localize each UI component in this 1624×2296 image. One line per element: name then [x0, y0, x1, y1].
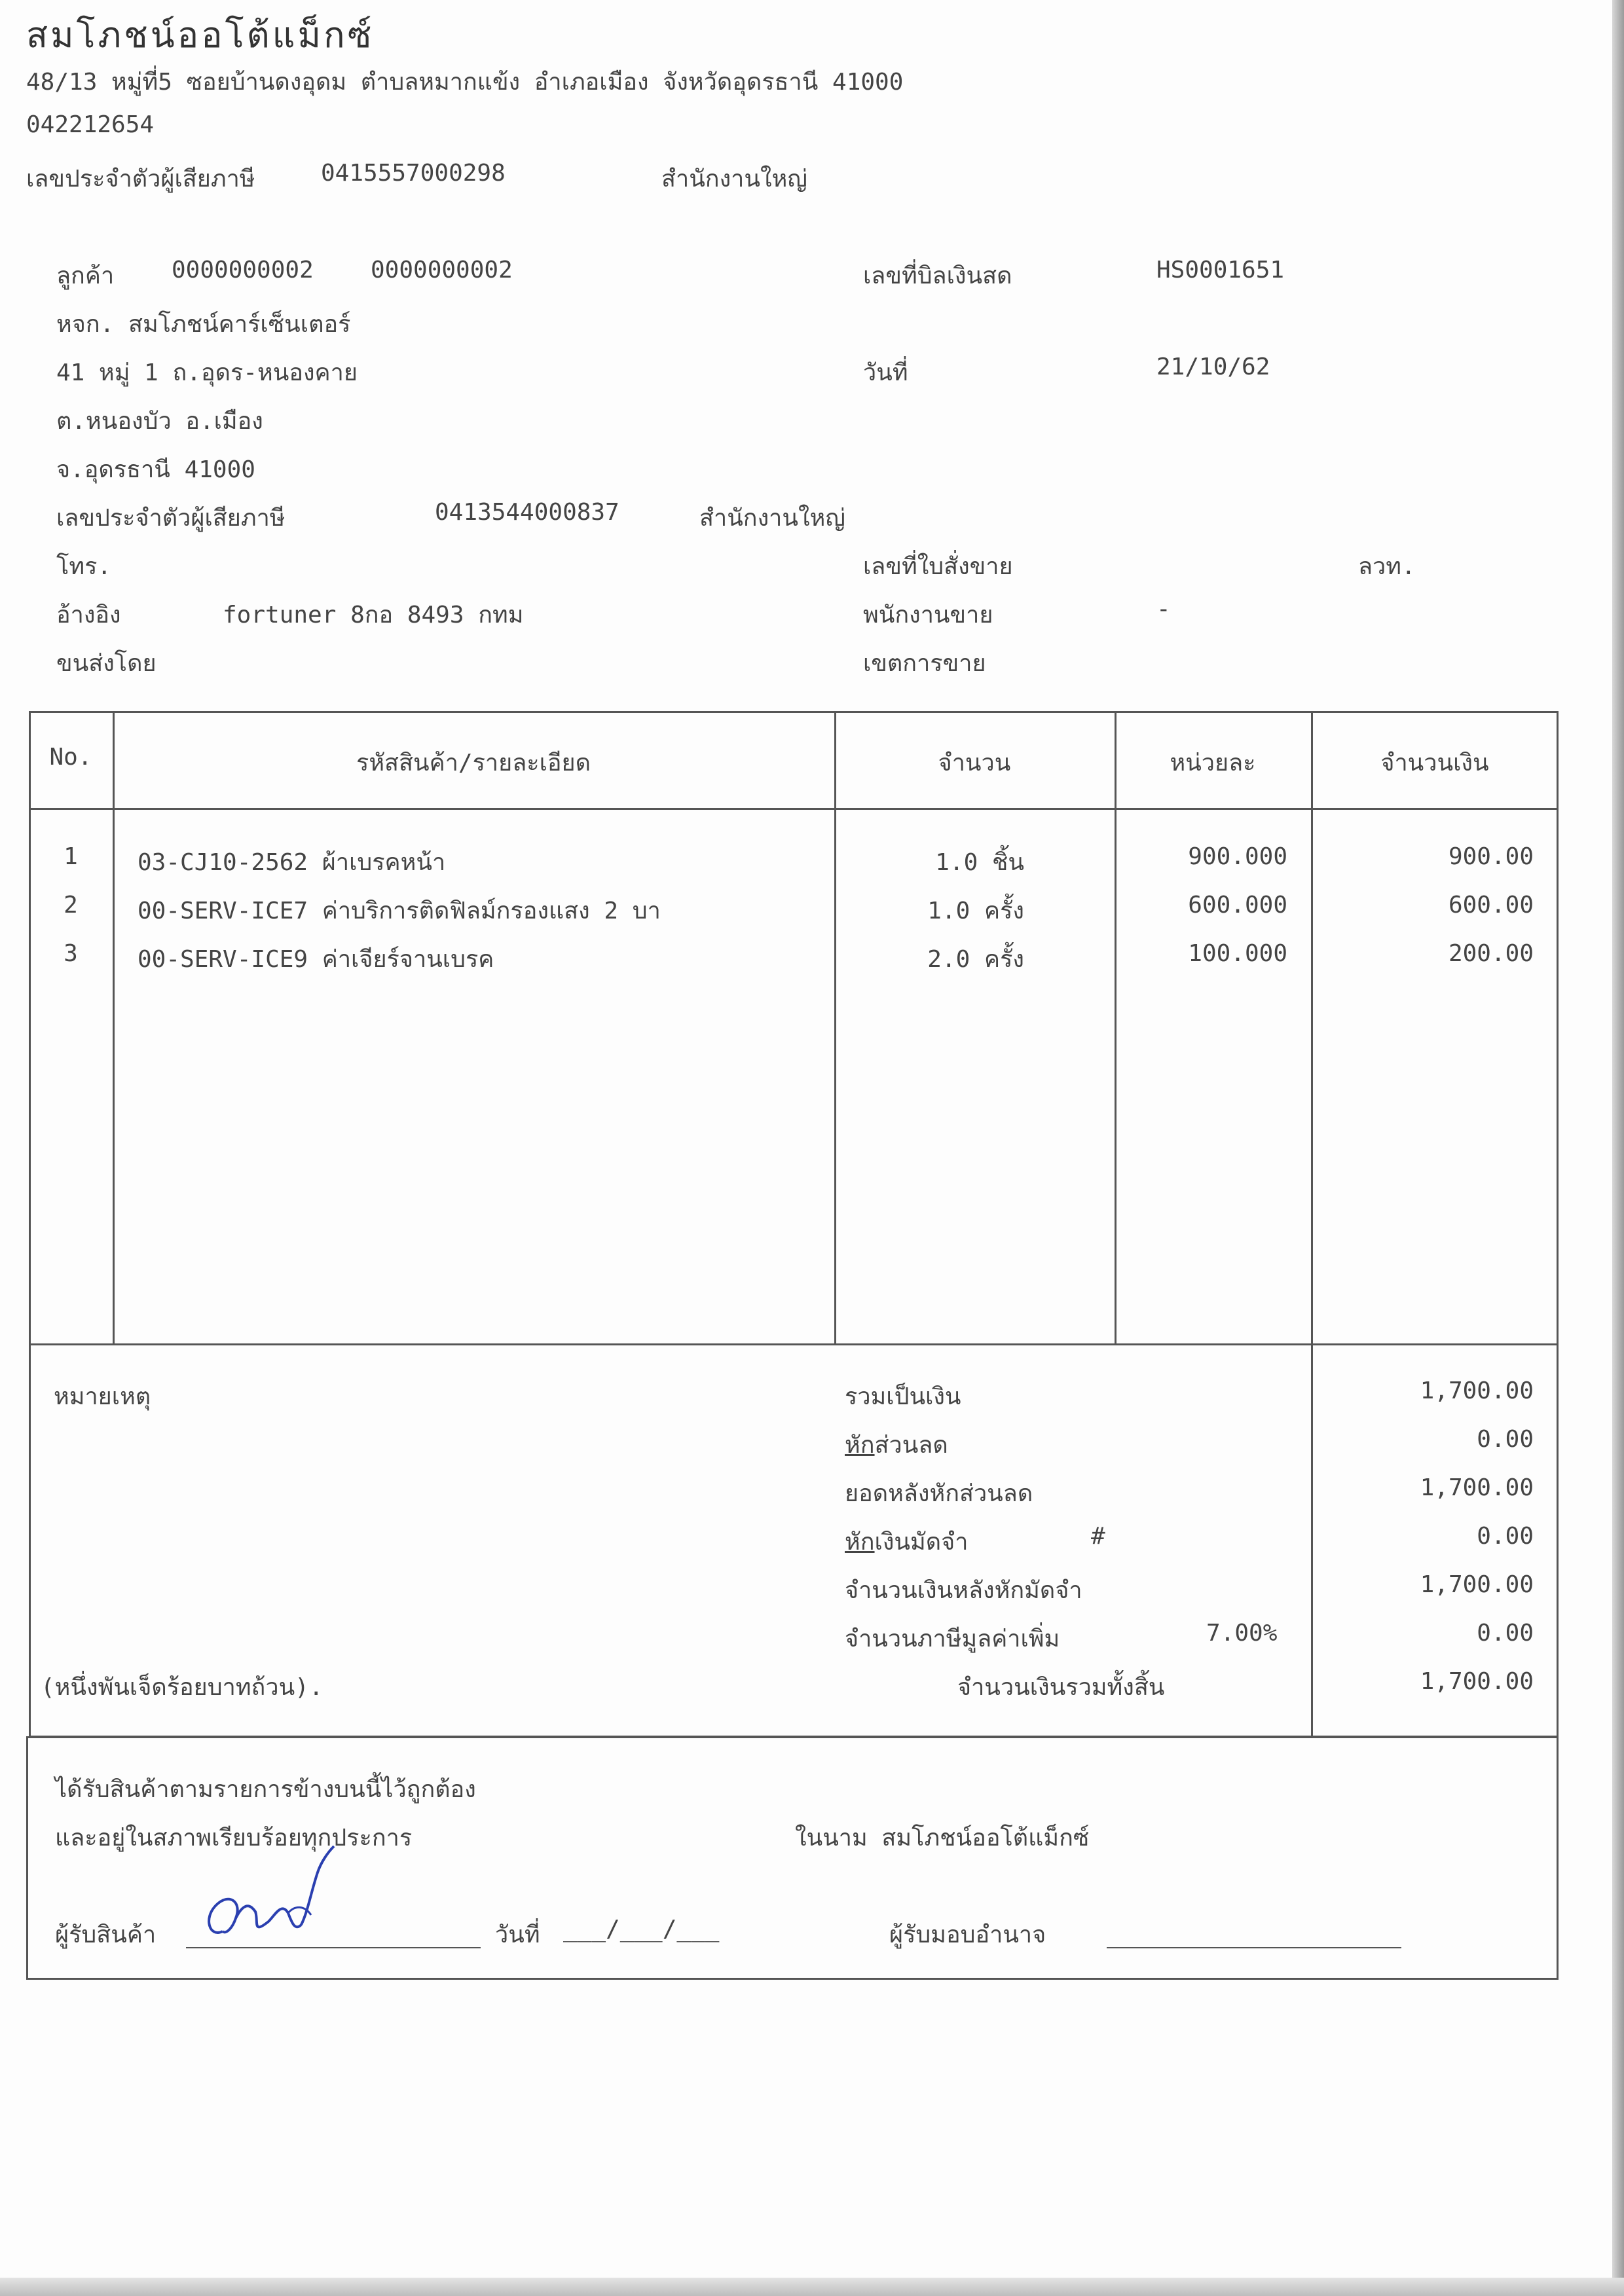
received-statement-line2: และอยู่ในสภาพเรียบร้อยทุกประการ: [55, 1825, 413, 1851]
row-2-no: 2: [64, 892, 78, 919]
subtotal-value: 1,700.00: [1420, 1377, 1534, 1404]
company-name: สมโภชน์ออโต้แม็กซ์: [26, 14, 375, 56]
column-divider-no: [113, 711, 115, 1345]
vat-rate: 7.00%: [1206, 1620, 1278, 1647]
after-deposit-label: จำนวนเงินหลังหักมัดจำ: [845, 1577, 1082, 1604]
authorized-person-label: ผู้รับมอบอำนาจ: [889, 1922, 1046, 1948]
row-1-quantity: 1.0 ชิ้น: [935, 849, 1024, 876]
authorized-signature-line: [1107, 1947, 1401, 1948]
salesperson-label: พนักงานขาย: [863, 602, 993, 629]
deposit-value: 0.00: [1477, 1523, 1534, 1550]
grand-total-value: 1,700.00: [1420, 1668, 1534, 1695]
customer-code-2: 0000000002: [371, 257, 513, 283]
table-header-divider: [29, 808, 1559, 810]
receiver-signature: [196, 1840, 354, 1951]
row-2-quantity: 1.0 ครั้ง: [927, 898, 1024, 924]
after-deposit-value: 1,700.00: [1420, 1571, 1534, 1598]
reference-value: fortuner 8กอ 8493 กทม: [223, 602, 524, 629]
row-1-amount: 900.00: [1448, 843, 1534, 870]
customer-code-1: 0000000002: [172, 257, 314, 283]
reference-label: อ้างอิง: [56, 602, 121, 629]
row-3-quantity: 2.0 ครั้ง: [927, 946, 1024, 973]
customer-tax-id: 0413544000837: [435, 499, 619, 526]
subtotal-label: รวมเป็นเงิน: [845, 1383, 961, 1410]
discount-value: 0.00: [1477, 1426, 1534, 1453]
customer-branch: สำนักงานใหญ่: [699, 505, 845, 532]
deposit-hash: #: [1091, 1523, 1105, 1550]
company-tax-id-label: เลขประจำตัวผู้เสียภาษี: [26, 166, 255, 192]
row-2-amount: 600.00: [1448, 892, 1534, 919]
customer-address-line3: จ.อุดรธานี 41000: [56, 456, 255, 483]
row-3-description: 00-SERV-ICE9 ค่าเจียร์จานเบรค: [138, 946, 494, 973]
row-3-amount: 200.00: [1448, 940, 1534, 967]
discount-label: [845, 1426, 948, 1463]
row-1-description: 03-CJ10-2562 ผ้าเบรคหน้า: [138, 849, 446, 876]
bill-date-label: วันที่: [863, 359, 908, 386]
company-tax-id: 0415557000298: [321, 160, 506, 187]
customer-address-line1: 41 หมู่ 1 ถ.อุดร-หนองคาย: [56, 359, 358, 386]
scan-bottom-edge: [0, 2278, 1624, 2296]
after-discount-label: ยอดหลังหักส่วนลด: [845, 1480, 1033, 1507]
sales-order-value: ลวท.: [1358, 553, 1416, 580]
row-1-no: 1: [64, 843, 78, 870]
deposit-label-underlined: หัก: [845, 1529, 875, 1556]
column-divider-desc: [834, 711, 836, 1345]
grand-total-label: จำนวนเงินรวมทั้งสิ้น: [957, 1674, 1165, 1701]
company-address: 48/13 หมู่ที่5 ซอยบ้านดงอุดม ตำบลหมากแข้ง อำเภอเมือง จังหวัดอุดรธานี 41000: [26, 69, 904, 96]
table-body-divider: [29, 1343, 1559, 1345]
receive-date-blank: ___/___/___: [563, 1916, 720, 1942]
discount-label-rest: ส่วนลด: [874, 1432, 948, 1459]
header-unit-price: หน่วยละ: [1170, 750, 1256, 776]
vat-value: 0.00: [1477, 1620, 1534, 1647]
row-3-unit-price: 100.000: [1188, 940, 1287, 967]
remark-label: หมายเหตุ: [54, 1383, 151, 1410]
customer-name: หจก. สมโภชน์คาร์เซ็นเตอร์: [56, 311, 351, 338]
header-amount: จำนวนเงิน: [1380, 750, 1489, 776]
column-divider-qty: [1115, 711, 1116, 1345]
deposit-label: [845, 1523, 968, 1560]
received-statement-line1: ได้รับสินค้าตามรายการข้างบนนี้ไว้ถูกต้อง: [55, 1776, 476, 1803]
header-quantity: จำนวน: [938, 750, 1011, 776]
bill-number: HS0001651: [1156, 257, 1285, 283]
customer-phone-label: โทร.: [56, 553, 112, 580]
deposit-label-rest: เงินมัดจำ: [874, 1529, 969, 1556]
on-behalf-of: ในนาม สมโภชน์ออโต้แม็กซ์: [795, 1825, 1090, 1851]
receiver-label: ผู้รับสินค้า: [55, 1922, 157, 1948]
customer-address-line2: ต.หนองบัว อ.เมือง: [56, 408, 263, 435]
sales-order-label: เลขที่ใบสั่งขาย: [863, 553, 1013, 580]
bill-date: 21/10/62: [1156, 354, 1270, 380]
discount-label-underlined: หัก: [845, 1432, 875, 1459]
header-no: No.: [49, 744, 92, 771]
salesperson-value: -: [1156, 596, 1171, 623]
vat-label: จำนวนภาษีมูลค่าเพิ่ม: [845, 1626, 1060, 1652]
amount-in-words: (หนึ่งพันเจ็ดร้อยบาทถ้วน).: [41, 1674, 323, 1701]
sales-area-label: เขตการขาย: [863, 650, 986, 677]
customer-tax-id-label: เลขประจำตัวผู้เสียภาษี: [56, 505, 286, 532]
bill-number-label: เลขที่บิลเงินสด: [863, 263, 1012, 289]
after-discount-value: 1,700.00: [1420, 1474, 1534, 1501]
shipped-by-label: ขนส่งโดย: [56, 650, 157, 677]
row-1-unit-price: 900.000: [1188, 843, 1287, 870]
row-2-unit-price: 600.000: [1188, 892, 1287, 919]
company-phone: 042212654: [26, 111, 155, 138]
header-description: รหัสสินค้า/รายละเอียด: [356, 750, 591, 776]
receive-date-label: วันที่: [495, 1922, 540, 1948]
customer-label: ลูกค้า: [56, 263, 115, 289]
row-2-description: 00-SERV-ICE7 ค่าบริการติดฟิลม์กรองแสง 2 บา: [138, 898, 661, 924]
row-3-no: 3: [64, 940, 78, 967]
company-branch: สำนักงานใหญ่: [661, 166, 807, 192]
scan-right-edge: [1612, 0, 1624, 2296]
